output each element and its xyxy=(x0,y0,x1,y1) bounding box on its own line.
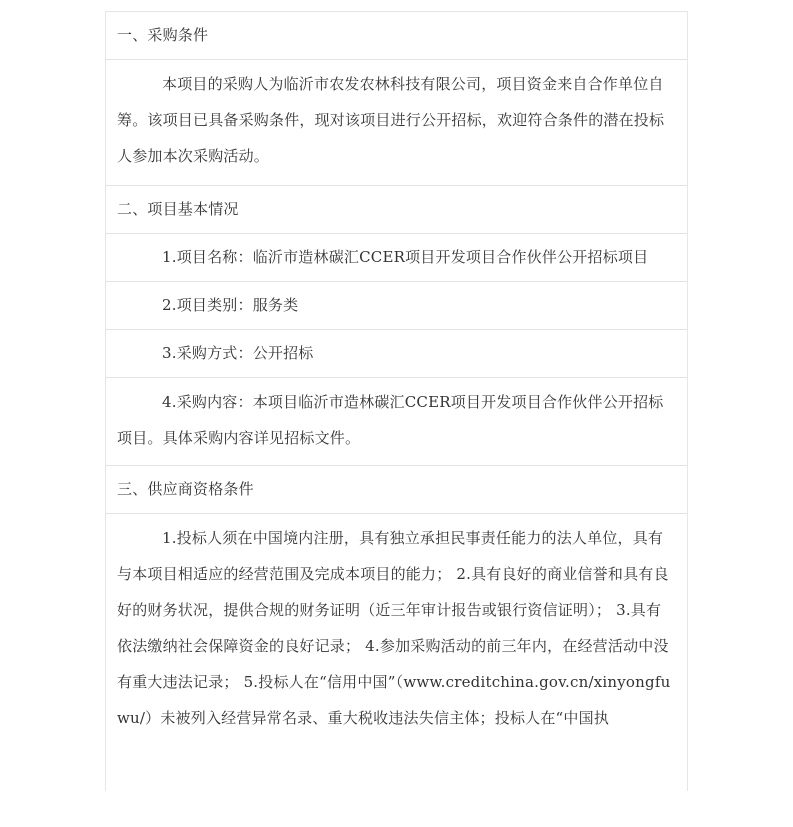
announcement-table xyxy=(105,11,688,791)
section-heading-text: 二、项目基本情况 xyxy=(117,200,239,218)
project-name-row xyxy=(106,234,687,282)
section-heading-supplier-qualifications xyxy=(106,466,687,514)
section-heading-project-basics xyxy=(106,186,687,234)
procurement-content-text: 4.采购内容：本项目临沂市造林碳汇CCER项目开发项目合作伙伴公开招标项目。具体采购内容详见招标文件。 xyxy=(117,393,664,447)
project-name-text: 1.项目名称：临沂市造林碳汇CCER项目开发项目合作伙伴公开招标项目 xyxy=(162,248,649,266)
section-heading-text: 一、采购条件 xyxy=(117,26,209,44)
paragraph-text: 1.投标人须在中国境内注册，具有独立承担民事责任能力的法人单位，具有与本项目相适应的经营范围及完成本项目的能力； 2.具有良好的商业信誉和具有良好的财务状况，提供合规的财务证明（近三年审计报告或银行资信证明）； 3.具有依法缴纳社会保障资金的良好记录； 4.参加采购活动的前三年内，在经营活动中没有重大违法记录； 5.投标人在“信用中国”（www.creditchina.gov.cn/xinyongfuwu/）未被列入经营异常名录、重大税收违法失信主体；投标人在“中国执 xyxy=(117,529,671,727)
project-category-text: 2.项目类别：服务类 xyxy=(162,296,299,314)
procurement-content-row xyxy=(106,378,687,466)
procurement-conditions-paragraph xyxy=(106,60,687,186)
procurement-method-text: 3.采购方式：公开招标 xyxy=(162,344,314,362)
supplier-qualifications-paragraph xyxy=(106,514,687,743)
paragraph-text: 本项目的采购人为临沂市农发农林科技有限公司，项目资金来自合作单位自筹。该项目已具备采购条件，现对该项目进行公开招标，欢迎符合条件的潜在投标人参加本次采购活动。 xyxy=(117,75,665,165)
section-heading-text: 三、供应商资格条件 xyxy=(117,480,254,498)
project-category-row xyxy=(106,282,687,330)
section-heading-procurement-conditions xyxy=(106,12,687,60)
procurement-method-row xyxy=(106,330,687,378)
